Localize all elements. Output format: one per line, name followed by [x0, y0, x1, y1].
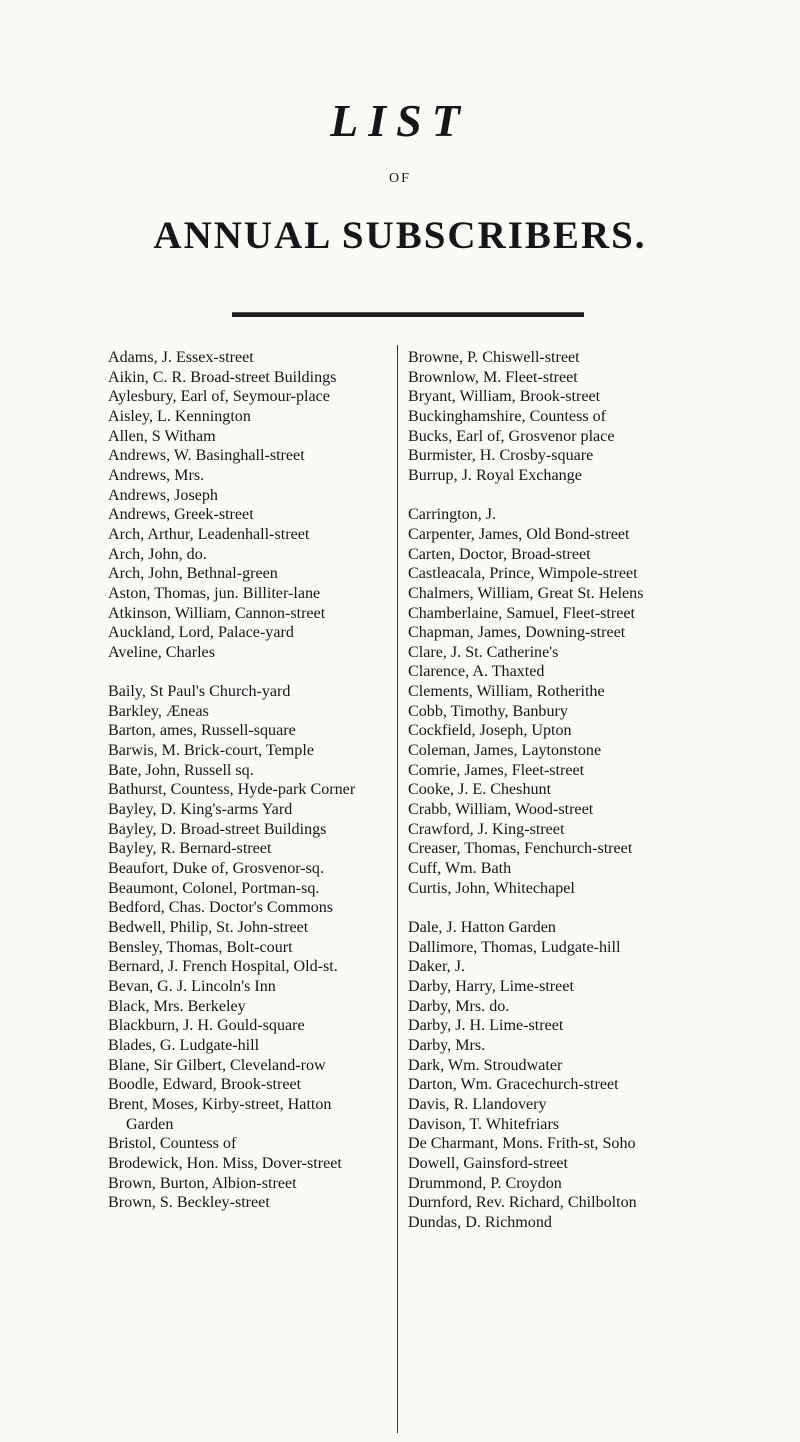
subscriber-entry: Bayley, R. Bernard-street — [108, 840, 272, 858]
subscriber-entry: Creaser, Thomas, Fenchurch-street — [408, 840, 633, 858]
subscriber-entry: Darby, Harry, Lime-street — [408, 977, 574, 995]
subscriber-entry: Brown, S. Beckley-street — [108, 1194, 270, 1212]
title-connector: OF — [389, 171, 411, 186]
subscriber-entry: Burmister, H. Crosby-square — [408, 447, 594, 465]
subscriber-entry: De Charmant, Mons. Frith-st, Soho — [408, 1135, 636, 1153]
subscriber-entry: Darby, Mrs. do. — [408, 997, 510, 1015]
subscriber-entry: Daker, J. — [408, 958, 466, 976]
subscriber-entry: Brent, Moses, Kirby-street, Hatton Garden — [108, 1095, 332, 1133]
subscriber-entry: Arch, John, Bethnal-green — [108, 565, 278, 583]
subscriber-entry: Bryant, William, Brook-street — [408, 388, 601, 406]
subscriber-entry: Cobb, Timothy, Banbury — [408, 702, 568, 720]
subscriber-entry: Cuff, Wm. Bath — [408, 860, 512, 878]
subscriber-entry: Arch, Arthur, Leadenhall-street — [108, 525, 310, 543]
subscriber-entry: Darton, Wm. Gracechurch-street — [408, 1076, 619, 1094]
subscriber-entry: Durnford, Rev. Richard, Chilbolton — [408, 1194, 637, 1212]
section-gap — [408, 486, 680, 506]
subscriber-entry: Dundas, D. Richmond — [408, 1213, 552, 1231]
subscriber-entry: Castleacala, Prince, Wimpole-street — [408, 565, 638, 583]
subscriber-entry: Crawford, J. King-street — [408, 820, 565, 838]
subscriber-entry: Darby, Mrs. — [408, 1036, 486, 1054]
decorative-rule — [232, 312, 584, 317]
subscriber-entry: Allen, S Witham — [108, 427, 216, 445]
subscriber-entry: Clare, J. St. Catherine's — [408, 643, 559, 661]
subscriber-entry: Aston, Thomas, jun. Billiter-lane — [108, 584, 321, 602]
subscriber-entry: Cockfield, Joseph, Upton — [408, 722, 572, 740]
subscriber-entry: Dale, J. Hatton Garden — [408, 919, 556, 936]
subscriber-entry: Andrews, Greek-street — [108, 506, 254, 524]
subscriber-entry: Clarence, A. Thaxted — [408, 663, 545, 681]
subscriber-entry: Brown, Burton, Albion-street — [108, 1174, 297, 1192]
section-gap — [108, 663, 380, 683]
subscriber-entry: Aveline, Charles — [108, 643, 215, 661]
subscriber-entry: Aylesbury, Earl of, Seymour-place — [108, 388, 330, 406]
subscriber-entry: Curtis, John, Whitechapel — [408, 879, 575, 897]
subscriber-entry: Cooke, J. E. Cheshunt — [408, 781, 552, 799]
subscriber-entry: Bathurst, Countess, Hyde-park Corner — [108, 781, 356, 799]
subscriber-entry: Clements, William, Rotherithe — [408, 683, 605, 701]
subscriber-entry: Bernard, J. French Hospital, Old-st. — [108, 958, 338, 976]
subscriber-entry: Bristol, Countess of — [108, 1135, 237, 1153]
subscriber-entry: Black, Mrs. Berkeley — [108, 997, 246, 1015]
subscriber-entry: Bucks, Earl of, Grosvenor place — [408, 427, 615, 445]
subscriber-entry: Chamberlaine, Samuel, Fleet-street — [408, 604, 636, 622]
subscriber-entry: Brodewick, Hon. Miss, Dover-street — [108, 1154, 342, 1172]
subscriber-entry: Carten, Doctor, Broad-street — [408, 545, 591, 563]
subscriber-entry: Dallimore, Thomas, Ludgate-hill — [408, 938, 621, 956]
subscriber-entry: Carrington, J. — [408, 506, 497, 524]
subscriber-entry: Bedford, Chas. Doctor's Commons — [108, 899, 334, 917]
subscriber-entry: Darby, J. H. Lime-street — [408, 1017, 564, 1035]
subscriber-entry: Bayley, D. Broad-street Buildings — [108, 820, 327, 838]
left-column — [108, 348, 380, 1213]
subscriber-entry: Dowell, Gainsford-street — [408, 1154, 568, 1172]
subscriber-entry: Beaumont, Colonel, Portman-sq. — [108, 879, 320, 897]
subscriber-entry: Barton, ames, Russell-square — [108, 722, 296, 740]
subscriber-entry: Dark, Wm. Stroudwater — [408, 1056, 563, 1074]
subscriber-entry: Coleman, James, Laytonstone — [408, 742, 602, 760]
section-gap — [408, 898, 680, 918]
subscriber-entry: Boodle, Edward, Brook-street — [108, 1076, 302, 1094]
subscriber-entry: Chapman, James, Downing-street — [408, 624, 626, 642]
subscriber-entry: Bensley, Thomas, Bolt-court — [108, 938, 293, 956]
subscriber-entry: Carpenter, James, Old Bond-street — [408, 525, 630, 543]
subscriber-entry: Andrews, Mrs. — [108, 466, 205, 484]
subscriber-entry: Blades, G. Ludgate-hill — [108, 1036, 260, 1054]
subscriber-entry: Adams, J. Essex-street — [108, 349, 254, 366]
subscriber-entry: Auckland, Lord, Palace-yard — [108, 624, 294, 642]
right-column — [408, 348, 680, 1233]
subscriber-entry: Andrews, W. Basinghall-street — [108, 447, 305, 465]
section-heading: ANNUAL SUBSCRIBERS. — [153, 214, 647, 257]
subscriber-entry: Davis, R. Llandovery — [408, 1095, 547, 1113]
subscriber-entry: Aisley, L. Kennington — [108, 407, 251, 425]
subscriber-entry: Bate, John, Russell sq. — [108, 761, 254, 779]
column-divider — [397, 345, 398, 1433]
subscriber-entry: Atkinson, William, Cannon-street — [108, 604, 326, 622]
subscriber-entry: Barkley, Æneas — [108, 702, 209, 720]
subscriber-entry: Brownlow, M. Fleet-street — [408, 368, 578, 386]
subscriber-entry: Chalmers, William, Great St. Helens — [408, 584, 644, 602]
subscriber-entry: Beaufort, Duke of, Grosvenor-sq. — [108, 860, 324, 878]
subscriber-entry: Bedwell, Philip, St. John-street — [108, 919, 309, 937]
subscriber-entry: Barwis, M. Brick-court, Temple — [108, 742, 314, 760]
subscriber-entry: Aikin, C. R. Broad-street Buildings — [108, 368, 337, 386]
subscriber-entry: Blackburn, J. H. Gould-square — [108, 1017, 305, 1035]
subscriber-entry: Blane, Sir Gilbert, Cleveland-row — [108, 1056, 326, 1074]
subscriber-entry: Davison, T. Whitefriars — [408, 1115, 560, 1133]
subscriber-entry: Browne, P. Chiswell-street — [408, 349, 580, 366]
subscriber-entry: Baily, St Paul's Church-yard — [108, 683, 291, 701]
subscriber-entry: Buckinghamshire, Countess of — [408, 407, 607, 425]
subscriber-entry: Drummond, P. Croydon — [408, 1174, 562, 1192]
subscriber-entry: Comrie, James, Fleet-street — [408, 761, 585, 779]
subscriber-entry: Bayley, D. King's-arms Yard — [108, 801, 293, 819]
subscriber-entry: Andrews, Joseph — [108, 486, 218, 504]
subscriber-entry: Arch, John, do. — [108, 545, 207, 563]
page-title: LIST — [330, 95, 470, 146]
subscriber-entry: Burrup, J. Royal Exchange — [408, 466, 582, 484]
subscriber-entry: Crabb, William, Wood-street — [408, 801, 594, 819]
subscriber-entry: Bevan, G. J. Lincoln's Inn — [108, 977, 276, 995]
